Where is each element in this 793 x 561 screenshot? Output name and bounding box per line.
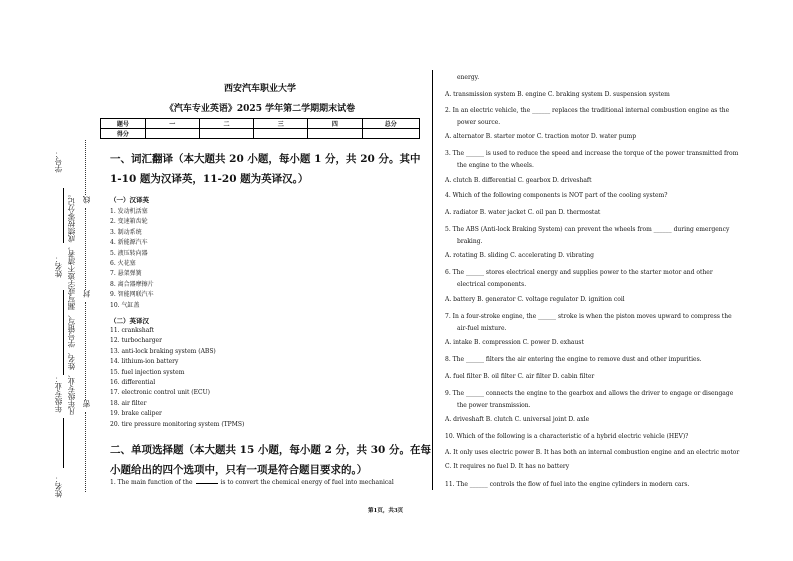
question-line: energy. bbox=[457, 74, 480, 81]
question-line: A. driveshaft B. clutch C. universal joint D. axle bbox=[445, 416, 590, 423]
section2-title: 二、单项选择题（本大题共 15 小题，每小题 2 分，共 30 分。在每 bbox=[110, 444, 431, 456]
part2-title: （二）英译汉 bbox=[110, 317, 149, 325]
question-line: 10. Which of the following is a characteristic of a hybrid electric vehicle (HEV)? bbox=[445, 433, 689, 440]
question-text: 1. The main function of the bbox=[110, 479, 193, 486]
header-cell: 四 bbox=[308, 119, 362, 129]
question-line: A. battery B. generator C. voltage regulator D. ignition coil bbox=[445, 296, 625, 303]
question-line: the engine to the wheels. bbox=[457, 162, 534, 169]
vocab-item: 5. 液压转向器 bbox=[110, 249, 148, 257]
page-number: 第1页，共3页 bbox=[368, 508, 404, 514]
question-line: A. radiator B. water jacket C. oil pan D. thermostat bbox=[445, 209, 601, 216]
vocab-item: 4. 新能源汽车 bbox=[110, 239, 148, 247]
question-line: A. rotating B. sliding C. accelerating D. vibrating bbox=[445, 252, 595, 259]
question-line: power source. bbox=[457, 119, 501, 126]
header-cell: 二 bbox=[199, 119, 253, 129]
vocab-item: 19. brake caliper bbox=[110, 410, 162, 418]
question-line: A. intake B. compression C. power D. exhaust bbox=[445, 339, 584, 346]
answer-blank bbox=[196, 483, 218, 484]
question-1 bbox=[110, 479, 394, 486]
seal-dotted-line bbox=[85, 412, 86, 492]
score-cell[interactable] bbox=[362, 129, 419, 139]
question-line: 4. Which of the following components is NOT part of the cooling system? bbox=[445, 192, 668, 199]
seal-dotted-line bbox=[85, 140, 86, 195]
score-cell[interactable] bbox=[199, 129, 253, 139]
vocab-item: 14. lithium-ion battery bbox=[110, 358, 179, 366]
header-cell: 一 bbox=[145, 119, 199, 129]
question-line: electrical components. bbox=[457, 281, 527, 288]
question-line: A. clutch B. differential C. gearbox D. driveshaft bbox=[445, 177, 592, 184]
question-line: 5. The ABS (Anti-lock Braking System) can prevent the wheels from ______ during emergency bbox=[445, 226, 730, 233]
seal-dotted-line bbox=[85, 208, 86, 290]
question-line: A. It only uses electric power B. It has both an internal combustion engine and an electric motor bbox=[445, 449, 740, 456]
row-label: 得分 bbox=[101, 129, 146, 139]
header-cell: 总分 bbox=[362, 119, 419, 129]
school-name: 西安汽车职业大学 bbox=[223, 84, 296, 94]
seal-char: 密 bbox=[82, 400, 91, 408]
vocab-item: 18. air filter bbox=[110, 399, 147, 407]
vocab-item: 16. differential bbox=[110, 379, 156, 386]
name-line bbox=[63, 290, 64, 375]
section1-title: 1-10 题为汉译英，11-20 题为英译汉。） bbox=[110, 173, 309, 185]
section2-title: 小题给出的四个选项中，只有一项是符合题目要求的。） bbox=[110, 464, 368, 476]
exam-title: 《汽车专业英语》2025 学年第二学期期末试卷 bbox=[164, 104, 356, 114]
seal-char: 线 bbox=[82, 196, 91, 204]
question-line: 8. The ______ filters the air entering the engine to remove dust and other impurities. bbox=[445, 356, 702, 363]
vocab-item: 7. 悬架弹簧 bbox=[110, 270, 142, 278]
question-line: 3. The ______ is used to reduce the speed and increase the torque of the power transmitted from bbox=[445, 150, 739, 157]
question-line: C. It requires no fuel D. It has no battery bbox=[445, 463, 570, 470]
question-line: A. transmission system B. engine C. braking system D. suspension system bbox=[445, 91, 670, 98]
question-line: 9. The ______ connects the engine to the gearbox and allows the driver to engage or disengage bbox=[445, 390, 734, 397]
question-text: is to convert the chemical energy of fuel into mechanical bbox=[220, 479, 394, 486]
vocab-item: 12. turbocharger bbox=[110, 337, 162, 345]
question-line: braking. bbox=[457, 238, 483, 245]
column-divider bbox=[432, 70, 433, 490]
name2-label: 姓名： bbox=[54, 475, 63, 498]
vocab-item: 3. 制动系统 bbox=[110, 228, 142, 236]
question-line: 11. The ______ controls the flow of fuel into the engine cylinders in modern cars. bbox=[445, 481, 690, 488]
question-line: A. alternator B. starter motor C. traction motor D. water pump bbox=[445, 133, 637, 140]
header-cell: 题号 bbox=[101, 119, 146, 129]
binding-notice: 凡年级专业、姓名、学号错写、漏写或字迹不清者，成绩按零分记。 bbox=[67, 190, 76, 415]
seal-dotted-line bbox=[85, 302, 86, 400]
question-line: A. fuel filter B. oil filter C. air filter D. cabin filter bbox=[445, 373, 595, 380]
major-label: 年级专业： bbox=[54, 375, 63, 413]
vocab-item: 1. 发动机活塞 bbox=[110, 208, 148, 215]
vocab-item: 13. anti-lock braking system (ABS) bbox=[110, 347, 216, 355]
vocab-item: 11. crankshaft bbox=[110, 327, 154, 334]
part1-title: （一）汉译英 bbox=[110, 196, 149, 204]
question-line: 7. In a four-stroke engine, the ______ stroke is when the piston moves upward to compress the bbox=[445, 313, 732, 320]
section1-title: 一、词汇翻译（本大题共 20 小题，每小题 1 分，共 20 分。其中 bbox=[110, 153, 421, 165]
score-table bbox=[100, 118, 420, 139]
question-line: air-fuel mixture. bbox=[457, 325, 507, 332]
score-cell[interactable] bbox=[308, 129, 362, 139]
score-cell[interactable] bbox=[254, 129, 308, 139]
vocab-item: 6. 火花塞 bbox=[110, 260, 136, 267]
vocab-item: 17. electronic control unit (ECU) bbox=[110, 389, 211, 397]
score-cell[interactable] bbox=[145, 129, 199, 139]
vocab-item: 8. 离合器摩擦片 bbox=[110, 280, 154, 288]
vocab-item: 9. 智能网联汽车 bbox=[110, 291, 154, 299]
header-cell: 三 bbox=[254, 119, 308, 129]
question-line: the power transmission. bbox=[457, 402, 531, 409]
question-line: 2. In an electric vehicle, the ______ replaces the traditional internal combustion engine as the bbox=[445, 107, 730, 114]
major-line bbox=[63, 418, 64, 468]
seal-char: 封 bbox=[82, 290, 91, 298]
name-label: 姓名： bbox=[54, 255, 63, 278]
vocab-item: 15. fuel injection system bbox=[110, 368, 185, 376]
student-id-line bbox=[63, 188, 64, 243]
student-id-label: 学号： bbox=[54, 150, 63, 173]
vocab-item: 2. 变速箱齿轮 bbox=[110, 218, 148, 226]
question-line: 6. The ______ stores electrical energy and supplies power to the starter motor and other bbox=[445, 269, 713, 276]
vocab-item: 10. 气缸盖 bbox=[110, 301, 140, 309]
vocab-item: 20. tire pressure monitoring system (TPMS) bbox=[110, 420, 245, 428]
